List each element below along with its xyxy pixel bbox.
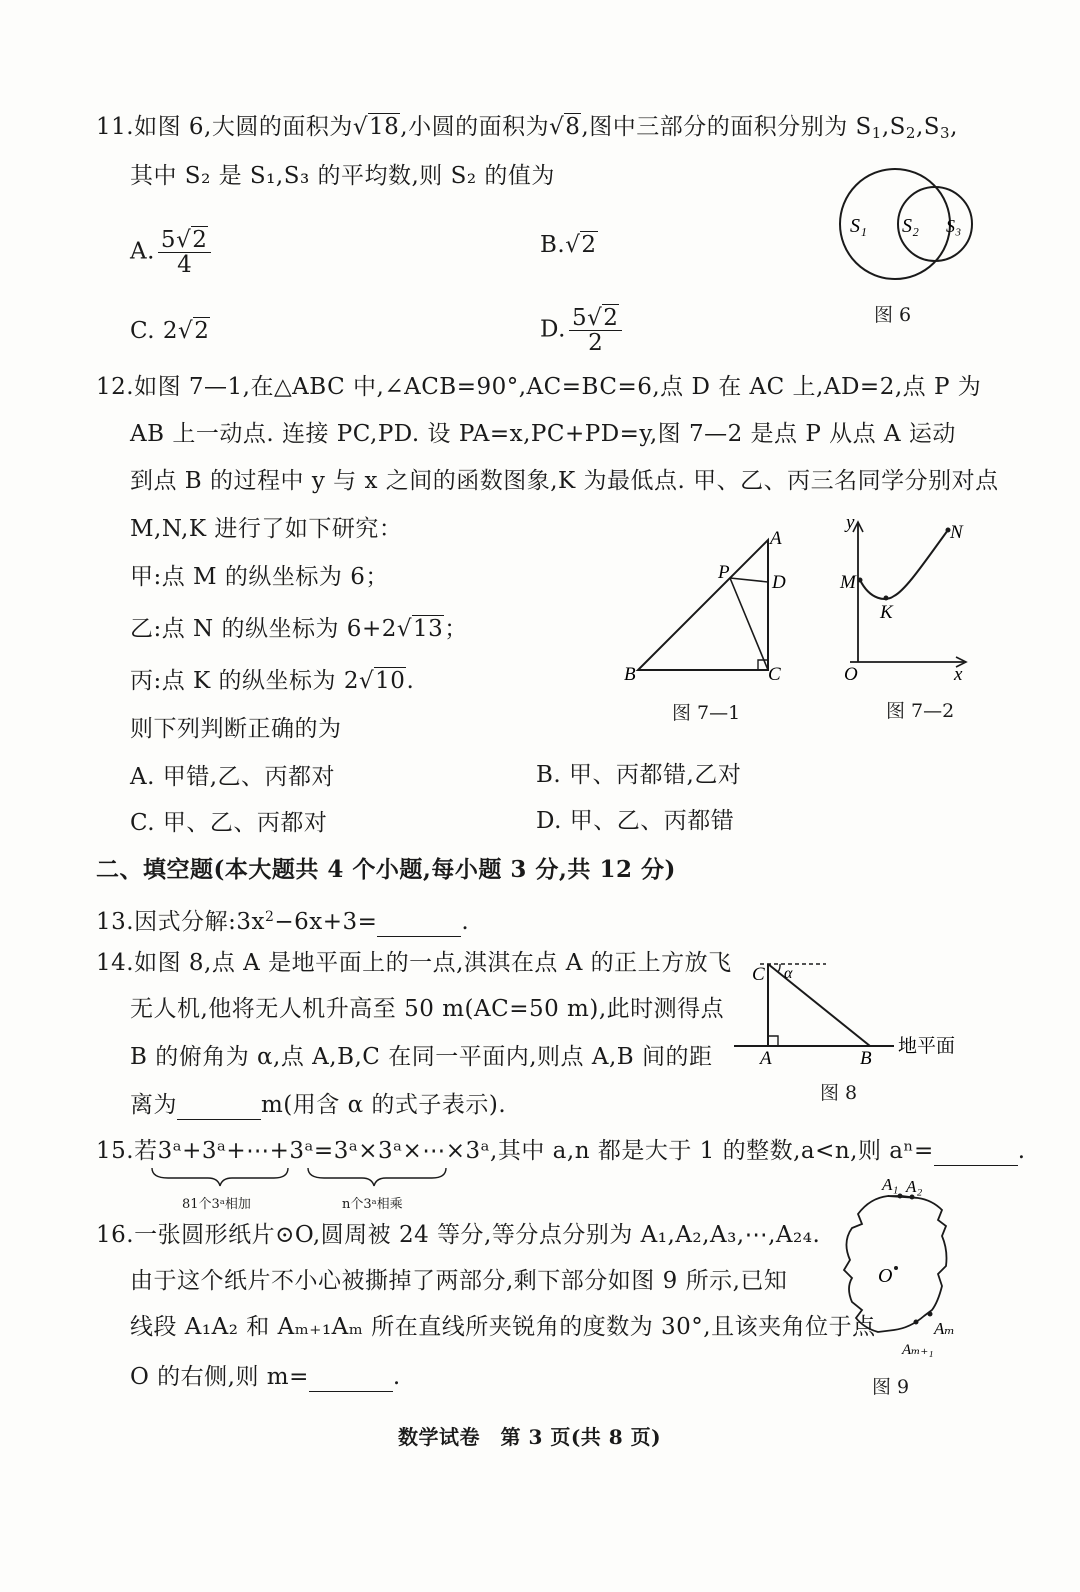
fig7-2-label-k: K xyxy=(880,602,893,623)
fig9-label-am: Aₘ xyxy=(934,1319,955,1338)
q13-answer-blank[interactable] xyxy=(377,914,461,937)
q12-yi: 乙:点 N 的纵坐标为 6+2√13； xyxy=(130,616,468,642)
q12-option-d: D. 甲、乙、丙都错 xyxy=(536,808,735,834)
q11-option-d: D. $\frac{5√2}{2}$ xyxy=(540,306,625,355)
q14-line1: 14.如图 8,点 A 是地平面上的一点,淇淇在点 A 的正上方放飞 xyxy=(96,950,732,976)
fig8-label-a: A xyxy=(760,1048,772,1064)
q16-line2: 由于这个纸片不小心被撕掉了两部分,剩下部分如图 9 所示,已知 xyxy=(130,1268,788,1294)
q12-line3: 到点 B 的过程中 y 与 x 之间的函数图象,K 为最低点. 甲、乙、丙三名同学分别对点 xyxy=(130,468,999,494)
q15-brace-label-product: n个3ᵃ相乘 xyxy=(342,1197,403,1212)
fig9-caption: 图 9 xyxy=(872,1376,910,1398)
q11-option-c: C. 2√2 xyxy=(130,318,210,344)
q11-option-b: B.√2 xyxy=(540,232,597,258)
q12-option-c: C. 甲、乙、丙都对 xyxy=(130,810,328,836)
fig7-1-label-a: A xyxy=(770,528,782,549)
q16-line1: 16.一张圆形纸片⊙O,圆周被 24 等分,等分点分别为 A₁,A₂,A₃,⋯,A₂₄. xyxy=(96,1222,821,1248)
figure-7-1-triangle xyxy=(618,520,798,690)
fig6-label-s1: S₁ xyxy=(850,215,867,237)
figure-6-circles xyxy=(822,158,982,288)
q11-option-a: A. $\frac{5√2}{4}$ xyxy=(130,228,214,277)
fig9-label-a1: A₁ xyxy=(882,1175,899,1194)
fig9-label-a2: A₂ xyxy=(906,1177,923,1196)
q15-sum-expression: 3ᵃ+3ᵃ+⋯+3ᵃ xyxy=(157,1138,314,1164)
figure-7-2-graph xyxy=(836,510,976,690)
fig6-label-s3: S₃ xyxy=(946,216,962,236)
fig6-label-s2: S₂ xyxy=(902,215,919,237)
fig8-label-alpha: α xyxy=(784,965,793,982)
q14-line4: 离为 m(用含 α 的式子表示). xyxy=(130,1092,507,1118)
fig9-label-am1: Aₘ₊₁ xyxy=(902,1342,934,1358)
q13: 13.因式分解$:3x^2-6x+3=$ . xyxy=(96,909,470,935)
fig6-caption: 图 6 xyxy=(874,304,912,326)
section-2-heading: 二、填空题(本大题共 4 个小题,每小题 3 分,共 12 分) xyxy=(96,856,676,883)
fig7-1-label-p: P xyxy=(718,562,730,583)
page-footer: 数学试卷 第 3 页(共 8 页) xyxy=(398,1425,662,1449)
q12-option-a: A. 甲错,乙、丙都对 xyxy=(130,764,336,790)
q16-line3: 线段 A₁A₂ 和 Aₘ₊₁Aₘ 所在直线所夹锐角的度数为 30°,且该夹角位于点 xyxy=(130,1314,876,1340)
q16-answer-blank[interactable] xyxy=(309,1369,393,1392)
q15-product-expression: 3ᵃ×3ᵃ×⋯×3ᵃ xyxy=(333,1138,491,1164)
q15-line: 15.若3ᵃ+3ᵃ+⋯+3ᵃ=3ᵃ×3ᵃ×⋯×3ᵃ,其中 a,n 都是大于 1 的整数,a<n,则 aⁿ= . xyxy=(96,1138,1026,1164)
fig7-2-caption: 图 7—2 xyxy=(886,700,955,722)
fig8-label-c: C xyxy=(752,964,765,985)
fig7-1-label-b: B xyxy=(624,664,636,685)
fig7-1-label-d: D xyxy=(772,572,786,593)
fig7-2-label-x: x xyxy=(954,664,963,685)
q12-line1: 12.如图 7—1,在△ABC 中,∠ACB=90°,AC=BC=6,点 D 在 AC 上,AD=2,点 P 为 xyxy=(96,374,982,400)
q12-line2: AB 上一动点. 连接 PC,PD. 设 PA=x,PC+PD=y,图 7—2 是点 P 从点 A 运动 xyxy=(130,421,956,447)
q14-line3: B 的俯角为 α,点 A,B,C 在同一平面内,则点 A,B 间的距 xyxy=(130,1044,713,1070)
fig8-ground-label: 地平面 xyxy=(898,1036,956,1057)
figure-8-drone xyxy=(734,944,964,1064)
fig7-1-caption: 图 7—1 xyxy=(672,702,741,724)
q16-line4: O 的右侧,则 m= . xyxy=(130,1364,401,1390)
q15-answer-blank[interactable] xyxy=(934,1143,1018,1166)
q11-line2: 其中 S₂ 是 S₁,S₃ 的平均数,则 S₂ 的值为 xyxy=(130,163,555,189)
figure-9-torn-circle xyxy=(838,1170,978,1370)
q12-jia: 甲:点 M 的纵坐标为 6； xyxy=(130,564,389,590)
q15-brace-label-sum: 81个3ᵃ相加 xyxy=(182,1197,251,1212)
q14-line2: 无人机,他将无人机升高至 50 m(AC=50 m),此时测得点 xyxy=(130,996,725,1022)
fig7-2-label-y: y xyxy=(846,512,855,533)
fig7-2-label-m: M xyxy=(840,572,856,593)
fig7-2-label-o: O xyxy=(844,664,858,685)
fig7-2-label-n: N xyxy=(950,522,963,543)
q12-bing: 丙:点 K 的纵坐标为 2√10. xyxy=(130,668,415,694)
q15-braces xyxy=(148,1166,458,1188)
fig8-label-b: B xyxy=(860,1048,872,1064)
q14-answer-blank[interactable] xyxy=(177,1097,261,1120)
fig7-1-label-c: C xyxy=(768,664,781,685)
fig8-caption: 图 8 xyxy=(820,1082,858,1104)
q12-line4: M,N,K 进行了如下研究： xyxy=(130,516,403,542)
q12-question: 则下列判断正确的为 xyxy=(130,716,342,742)
fig9-label-o: O xyxy=(878,1265,893,1287)
q12-option-b: B. 甲、丙都错,乙对 xyxy=(536,762,742,788)
q11-line1: 11.如图 6,大圆的面积为√18,小圆的面积为√8,图中三部分的面积分别为 $S_1,S_2,S_3$, xyxy=(96,114,958,142)
